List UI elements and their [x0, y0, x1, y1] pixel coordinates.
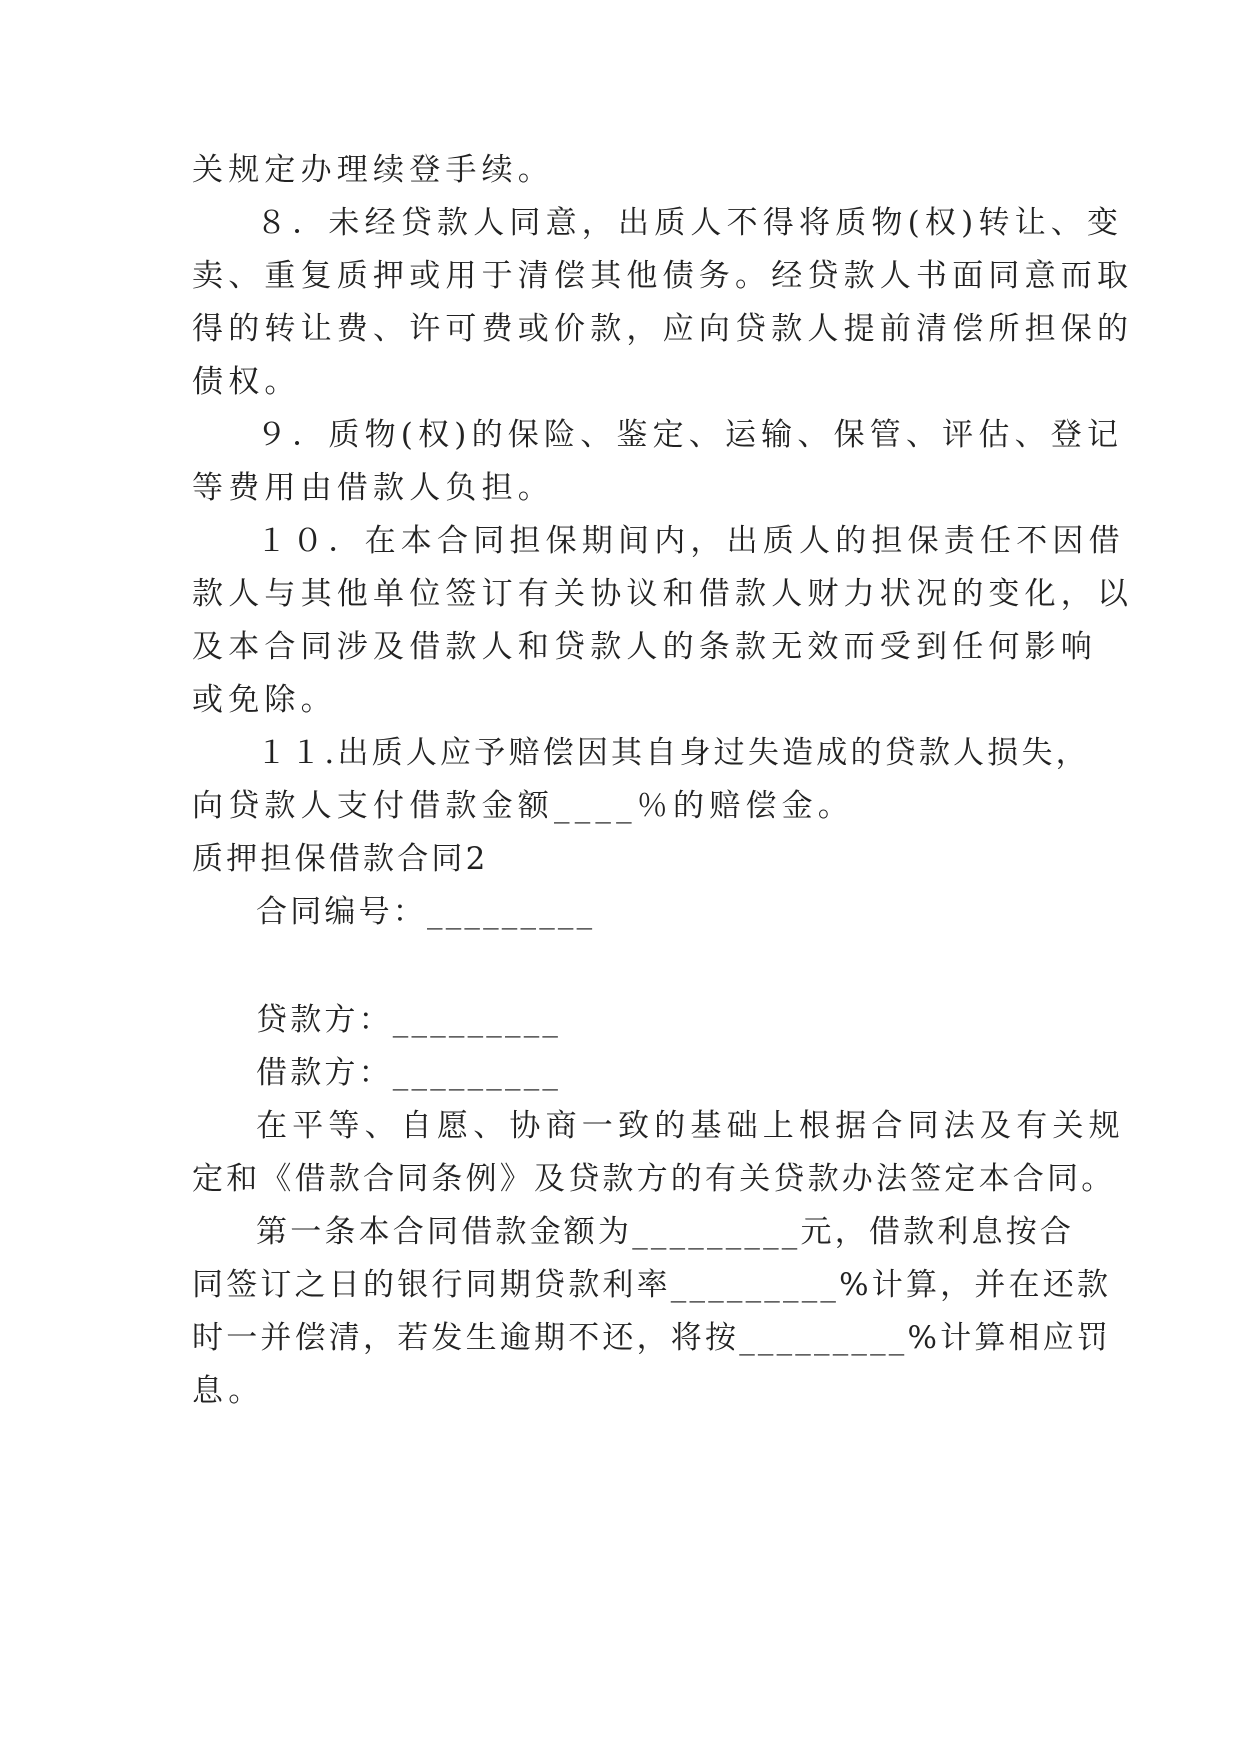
text-line: 等费用由借款人负担。 [192, 470, 554, 506]
text-line: 时一并偿清，若发生逾期不还，将按_________%计算相应罚 [192, 1320, 1112, 1356]
text-line: １１.出质人应予赔偿因其自身过失造成的贷款人损失， [256, 735, 1090, 771]
text-line: ９．质物(权)的保险、鉴定、运输、保管、评估、登记 [256, 417, 1124, 453]
borrower-field: 借款方：_________ [256, 1055, 562, 1091]
contract-number-field: 合同编号：_________ [256, 894, 596, 930]
text-line: 息。 [192, 1373, 265, 1409]
text-line: 得的转让费、许可费或价款，应向贷款人提前清偿所担保的 [192, 311, 1134, 347]
text-line: 债权。 [192, 364, 301, 400]
text-line: 同签订之日的银行同期贷款利率_________%计算，并在还款 [192, 1267, 1112, 1303]
text-line: 关规定办理续登手续。 [192, 152, 554, 188]
text-line: 第一条本合同借款金额为_________元，借款利息按合 [256, 1214, 1075, 1250]
text-line: 或免除。 [192, 682, 337, 718]
text-line: １０．在本合同担保期间内，出质人的担保责任不因借 [256, 523, 1125, 559]
text-line: 及本合同涉及借款人和贷款人的条款无效而受到任何影响 [192, 629, 1097, 665]
text-line: 向贷款人支付借款金额____％的赔偿金。 [192, 788, 854, 824]
text-line: 定和《借款合同条例》及贷款方的有关贷款办法签定本合同。 [192, 1161, 1116, 1197]
text-line: ８．未经贷款人同意，出质人不得将质物(权)转让、变 [256, 205, 1124, 241]
text-line: 在平等、自愿、协商一致的基础上根据合同法及有关规 [256, 1108, 1125, 1144]
section-heading: 质押担保借款合同2 [192, 841, 489, 877]
text-line: 卖、重复质押或用于清偿其他债务。经贷款人书面同意而取 [192, 258, 1134, 294]
text-line: 款人与其他单位签订有关协议和借款人财力状况的变化，以 [192, 576, 1134, 612]
lender-field: 贷款方：_________ [256, 1002, 562, 1038]
